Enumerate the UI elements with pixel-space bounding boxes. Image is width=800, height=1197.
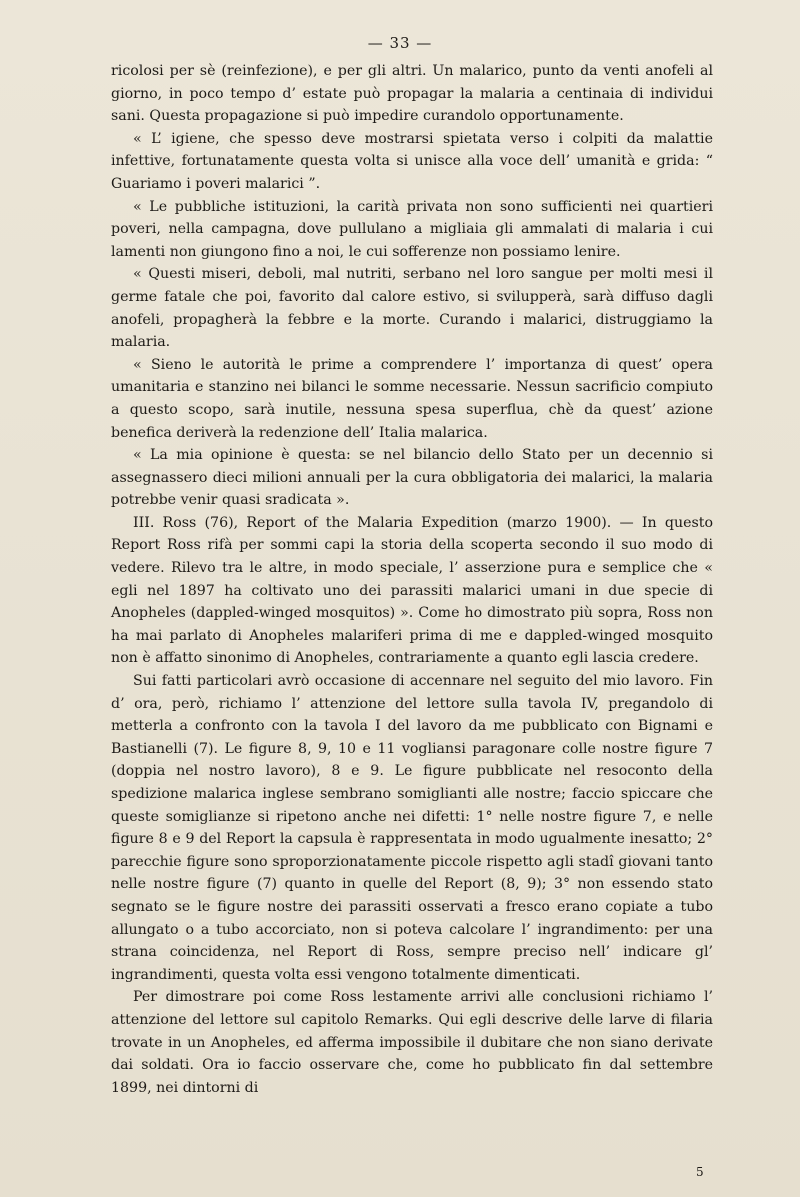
paragraph-4: « Questi miseri, deboli, mal nutriti, serbano nel loro sangue per molti mesi il germe fatale che poi, favorito dal calore estivo, si svilupperà, sarà diffuso dagli anofeli, propagherà la febbre e la morte. Curando i malarici, distruggiamo la malaria. — [111, 266, 713, 351]
paragraph-5: « Sieno le autorità le prime a comprendere l’ importanza di quest’ opera umanitaria e stanzino nei bilanci le somme necessarie. Nessun sacrificio compiuto a questo scopo, sarà inutile, nessuna spesa superflua, chè da quest’ azione benefica deriverà la redenzione dell’ Italia malarica. — [111, 356, 713, 441]
paragraph-1: ricolosi per sè (reinfezione), e per gli altri. Un malarico, punto da venti anofeli al giorno, in poco tempo d’ estate può propagar la malaria a centinaia di individui sani. Questa propagazione si può impedire curandolo opportunamente. — [111, 63, 713, 125]
paragraph-3: « Le pubbliche istituzioni, la carità privata non sono sufficienti nei quartieri poveri, nella campagna, dove pullulano a migliaia gli ammalati di malaria i cui lamenti non giungono fino a noi, le cui sofferenze non possiamo lenire. — [111, 198, 713, 260]
paragraph-8: Sui fatti particolari avrò occasione di accennare nel seguito del mio lavoro. Fin d’ ora, però, richiamo l’ attenzione del lettore sulla tavola IV, pregandolo di metterla a confronto con la tavola I del lavoro da me pubblicato con Bignami e Bastianelli (7). Le figure 8, 9, 10 e 11 vogliansi paragonare colle nostre figure 7 (doppia nel nostro lavoro), 8 e 9. Le figure pubblicate nel resoconto della spedizione malarica inglese sembrano somiglianti alle nostre; faccio spiccare che queste somiglianze si ripetono anche nei difetti: 1° nelle nostre figure 7, e nelle figure 8 e 9 del Report la capsula è rappresentata in modo ugualmente inesatto; 2° parecchie figure sono sproporzionatamente piccole rispetto agli stadî giovani tanto nelle nostre figure (7) quanto in quelle del Report (8, 9); 3° non essendo stato segnato se le figure nostre dei parassiti osservati a fresco erano copiate a tubo allungato o a tubo accorciato, non si poteva calcolare l’ ingrandimento: per una strana coincidenza, nel Report di Ross, sempre preciso nell’ indicare gl’ ingrandimenti, questa volta essi vengono totalmente dimenticati. — [111, 673, 713, 983]
paragraph-6: « La mia opinione è questa: se nel bilancio dello Stato per un decennio si assegnassero dieci milioni annuali per la cura obbligatoria dei malarici, la malaria potrebbe venir quasi sradicata ». — [111, 447, 713, 509]
body-text — [111, 60, 713, 1099]
paragraph-9: Per dimostrare poi come Ross lestamente arrivi alle conclusioni richiamo l’ attenzione del lettore sul capitolo Remarks. Qui egli descrive delle larve di filaria trovate in un Anopheles, ed afferma impossibile il dubitare che non siano derivate dai soldati. Ora io faccio osservare che, come ho pubblicato fin dal settembre 1899, nei dintorni di — [111, 989, 713, 1096]
paragraph-7: III. Ross (76), Report of the Malaria Expedition (marzo 1900). — In questo Report Ross rifà per sommi capi la storia della scoperta secondo il suo modo di vedere. Rilevo tra le altre, in modo speciale, l’ asserzione pura e semplice che « egli nel 1897 ha coltivato uno dei parassiti malarici umani in due specie di Anopheles (dappled-winged mosquitos) ». Come ho dimostrato più sopra, Ross non ha mai parlato di Anopheles malariferi prima di me e dappled-winged mosquito non è affatto sinonimo di Anopheles, contrariamente a quanto egli lascia credere. — [111, 514, 713, 667]
paragraph-2: « L’ igiene, che spesso deve mostrarsi spietata verso i colpiti da malattie infettive, fortunatamente questa volta si unisce alla voce dell’ umanità e grida: “ Guariamo i poveri malarici ”. — [111, 130, 713, 192]
signature-mark: 5 — [696, 1165, 704, 1179]
page-number-header: — 33 — — [367, 34, 433, 52]
